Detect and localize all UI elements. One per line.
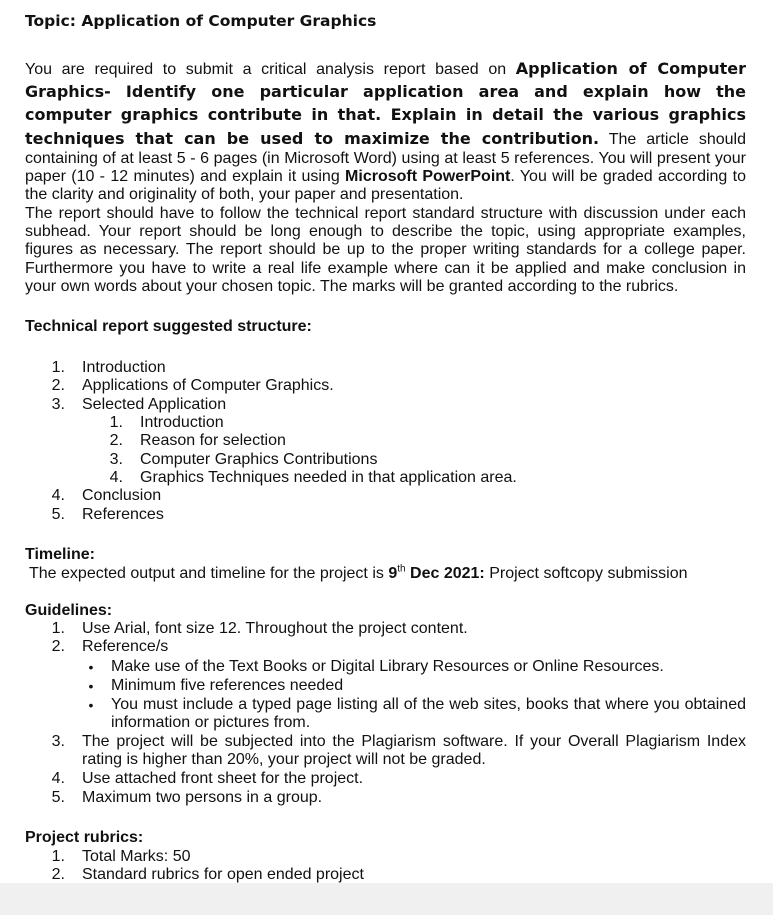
structure-heading: Technical report suggested structure:: [25, 318, 312, 335]
intro-powerpoint: Microsoft PowerPoint: [345, 168, 511, 186]
intro-emphasis: Application of Computer Graphics- Identify one particular application area and explain how the computer graphics contribute in that. Explain in detail the various graphics techniques that can be used to maximize the contribution.: [25, 59, 746, 148]
rubrics-heading: Project rubrics:: [25, 829, 144, 846]
timeline-text: The expected output and timeline for the project is 9th Dec 2021: Project softcopy submission: [29, 563, 688, 582]
intro-paragraph: [25, 57, 746, 296]
document-page: Topic: Application of Computer Graphics You are required to submit a critical analysis report based on Application of Computer Graphics- Identify one particular application area and explain how the computer graphics contribute in that. Explain in detail the various graphics techniques that can be used to maximize the contribution. The article should containing of at least 5 - 6 pages (in Microsoft Word) using at least 5 references. You will present your paper (10 - 12 minutes) and explain it using Microsoft PowerPoint. You will be graded according to the clarity and originality of both, your paper and presentation. The report should have to follow the technical report standard structure with discussion under each subhead. Your report should be long enough to describe the topic, using appropriate examples, figures as necessary. The report should be up to the proper writing standards for a college paper. Furthermore you have to write a real life example where can it be applied and make conclusion in your own words about your chosen topic. The marks will be granted according to the rubrics. Technical report suggested structure: 1. Introduction 2. Applications of Computer Graphics. 3. Selected Application 1. Introduction 2. Reason for selection 3. Computer Graphics Contributions 4. Graphics Techniques needed in that application area. 4. Conclusion 5. References Timeline: The expected output and timeline for the project is 9th Dec 2021: Project softcopy submission Guidelines: 1. Use Arial, font size 12. Throughout the project content. 2. Reference/s • Make use of the Text Books or Digital Library Resources or Online Resources. • Minimum five references needed • You must include a typed page listing all of the web sites, books that where you obtained information or pictures from. 3. The project will be subjected into the Plagiarism software. If your Overall Plagiarism Index rating is higher than 20%, your project will not be graded. 4. Use attached front sheet for the project. 5. Maximum two persons in a group. Project rubrics: 1. Total Marks: 50 2. Standard rubrics for open ended project: [0, 0, 773, 883]
intro-paragraph-2: The report should have to follow the technical report standard structure with discussion under each subhead. Your report should be long enough to describe the topic, using appropriate examples, figures as necessary. The report should be up to the proper writing standards for a college paper. Furthermore you have to write a real life example where can it be applied and make conclusion in your own words about your chosen topic. The marks will be granted according to the rubrics.: [25, 204, 746, 295]
intro-text-1: You are required to submit a critical analysis report based on: [25, 61, 516, 78]
topic-title: Topic: Application of Computer Graphics: [25, 12, 377, 30]
intro-text-3: . You will be graded according to the clarity and originality of both, your paper and presentation.: [25, 168, 746, 204]
timeline-heading: Timeline:: [25, 546, 95, 563]
intro-text-2: The article should containing of at least 5 - 6 pages (in Microsoft Word) using at least 5 references. You will present your paper (10 - 12 minutes) and explain it using: [25, 130, 746, 186]
guidelines-heading: Guidelines:: [25, 602, 113, 619]
